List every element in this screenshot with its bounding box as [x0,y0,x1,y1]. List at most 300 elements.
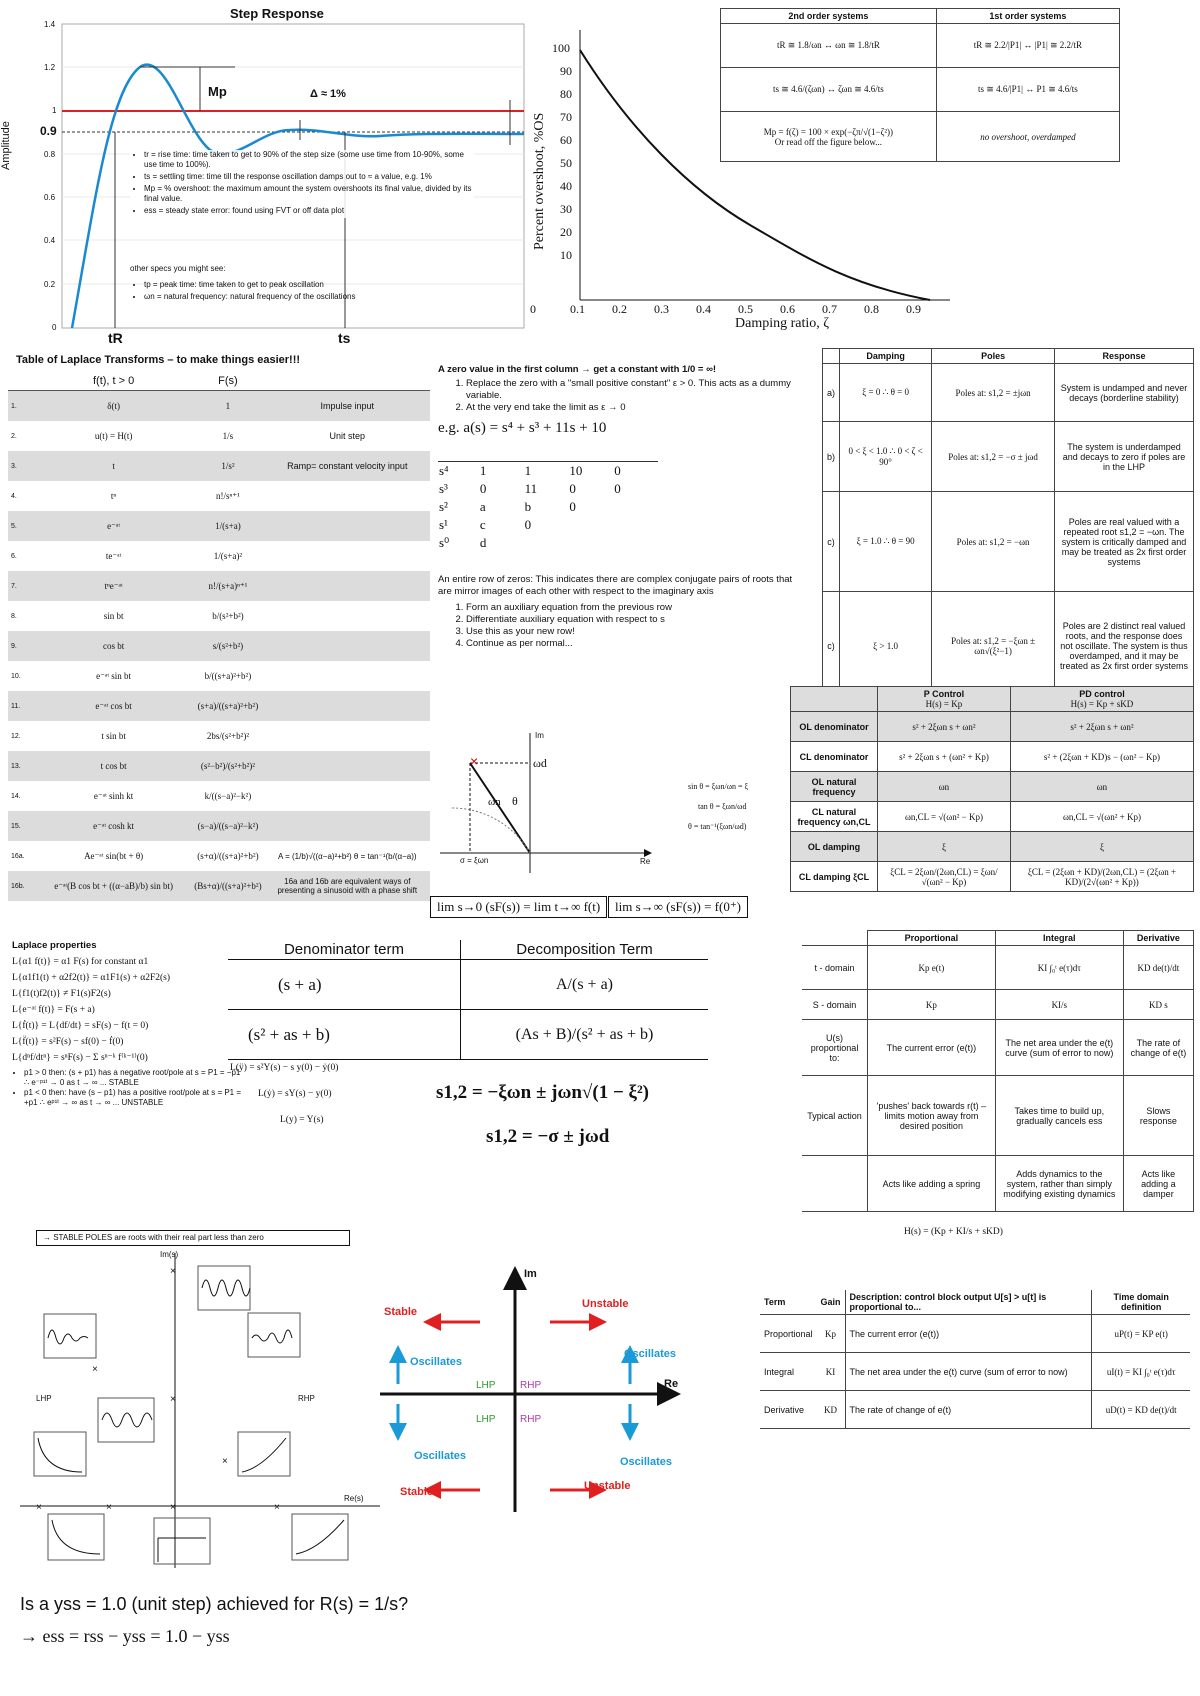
overshoot-ylabel: Percent overshoot, %OS [532,112,547,250]
pid-cell: Acts like adding a damper [1123,1156,1193,1212]
xtick: 0.4 [696,302,711,316]
row-num: 11. [8,691,36,721]
routh-cell: a [479,499,486,514]
time-function: δ(t) [36,391,191,422]
row-note [265,781,430,811]
pd-row [791,712,1194,742]
step-ytick: 1.2 [44,63,56,72]
stability-diagram [370,1262,690,1522]
overshoot-xlabel: Damping ratio, ζ [735,316,830,331]
p-value: ωn [878,772,1011,802]
hPD: PD control [1079,689,1125,699]
damping-id: c) [823,492,840,592]
pid-h0 [802,931,868,946]
laplace-body [8,391,430,902]
row-num: 10. [11,672,21,680]
time-function: e⁻ᵃᵗ(B cos bt + ((α−aB)/b) sin bt) [36,871,191,901]
row-num: 4. [11,492,17,500]
s-function: b/((s+a)²+b²) [204,671,252,681]
row-note [265,751,430,781]
stab-im: Im [524,1268,537,1280]
phasor-f3: θ = tan⁻¹(ξωn/ωd) [688,822,747,831]
routh-cell: s² [439,499,448,514]
step-title: Step Response [230,6,324,21]
pid-cell [802,1156,868,1212]
terms-row [760,1391,1190,1429]
laplace-row [8,751,430,781]
row-num: 9. [8,631,36,661]
ts-1st: ts ≅ 4.6/|P1| ↔ P1 ≅ 4.6/ts [936,68,1119,112]
svg-text:×: × [274,1502,280,1513]
pid-row [802,946,1194,990]
props-line: L{f1(t)f2(t)} ≠ F1(s)F2(s) [12,989,111,999]
row-note [265,541,430,571]
pd-label: OL damping [791,832,878,862]
laplace-row [8,511,430,541]
terms-cell: Integral [760,1353,817,1391]
row-num: 13. [8,751,36,781]
pole-map-im: Im(s) [160,1250,179,1259]
pd-value: ωn,CL = √(ωn² + Kp) [1010,802,1193,832]
p-value: ξCL = 2ξωn/(2ωn,CL) = ξωn/√(ωn² − Kp) [878,862,1011,892]
pd-value: s² + 2ξωn s + ωn² [1010,712,1193,742]
pd-row [791,742,1194,772]
svg-text:×: × [470,753,479,769]
svg-text:×: × [170,1266,176,1277]
laplace-row [8,481,430,511]
damping-cond: ξ = 0 ∴ θ = 0 [840,364,932,422]
phasor-theta: θ [512,794,518,808]
ytick: 80 [560,87,572,101]
terms-cell: The current error (e(t)) [845,1315,1092,1353]
routh-cell [613,516,658,534]
decomp-r1b: A/(s + a) [555,975,613,993]
terms-row [760,1353,1190,1391]
time-function: e⁻ᵃᵗ sinh kt [93,790,134,801]
time-function: tⁿe⁻ᵃᵗ [36,571,191,601]
deriv-3: L(y) = Y(s) [280,1115,324,1125]
pid-h1: Proportional [868,931,996,946]
mp-formula: Mp = f(ζ) = 100 × exp(−ζπ/√(1−ζ²)) [763,126,894,137]
laplace-table [8,372,430,901]
row-num: 3. [8,451,36,481]
laplace-row [8,421,430,451]
ytick: 60 [560,133,572,147]
laplace-row [8,391,430,422]
poles-note: → STABLE POLES are roots with their real part less than zero [36,1230,350,1246]
zero-step: 4. Continue as per normal... [466,638,798,650]
zero-step: 3. Use this as your new row! [466,626,798,638]
damping-id: b) [823,422,840,492]
h-response: Response [1055,349,1194,364]
terms-cell: KI [817,1353,846,1391]
pid-cell: S - domain [802,990,868,1020]
step-ytick: 0 [52,323,57,332]
damping-id: c) [823,592,840,700]
damping-row [823,364,1194,422]
pole-formula-1: s1,2 = −ξωn ± jωn√(1 − ξ²) [436,1082,650,1103]
routh-cell: 11 [524,481,538,496]
decomp-r2a: (s² + as + b) [228,1010,461,1060]
hPD2: H(s) = Kp + sKD [1070,699,1134,709]
damping-row [823,422,1194,492]
step-ytick: 0.4 [44,236,56,245]
svg-text:×: × [170,1394,176,1405]
stab-osc-tr: Oscillates [624,1348,676,1360]
routh-example: e.g. a(s) = s⁴ + s³ + 11s + 10 [438,420,607,436]
phasor-diagram [430,728,800,878]
limit-fvt: lim s→0 (sF(s)) = lim t→∞ f(t) [430,896,607,918]
svg-text:×: × [92,1364,98,1375]
stab-re: Re [664,1378,679,1390]
h-f: f(t), t > 0 [36,372,191,391]
time-function: e⁻ᵃᵗ sin bt [96,670,132,681]
pd-row [791,772,1194,802]
routh-cell: 0 [569,481,576,496]
pd-label: OL natural frequency [791,772,878,802]
step-ylabel: Amplitude [0,121,12,170]
props-line: L{α1f1(t) + α2f2(t)} = α1F1(s) + α2F2(s) [12,973,171,983]
delta-label: Δ ≈ 1% [310,88,346,100]
time-function: u(t) = H(t) [94,431,133,441]
stab-unstable-top: Unstable [582,1298,629,1310]
p-value: s² + 2ξωn s + (ωn² + Kp) [878,742,1011,772]
routh-cell: 1 [479,463,487,478]
routh-array [438,461,658,552]
tr-1st: tR ≅ 2.2/|P1| ↔ |P1| ≅ 2.2/tR [936,24,1119,68]
svg-text:×: × [106,1502,112,1513]
row-note [265,571,430,601]
pd-row [791,802,1194,832]
step-response-figure [0,0,530,360]
decomp-h2: Decomposition Term [516,941,653,958]
time-function: t [36,451,191,481]
s-function: (s+a)/((s+a)²+b²) [191,691,264,721]
pd-label: CL damping ξCL [791,862,878,892]
pid-cell: Slows response [1123,1076,1193,1156]
xtick: 0.6 [780,302,795,316]
routh-cell: b [524,499,532,514]
routh-cell [568,516,613,534]
terms-cell: The rate of change of e(t) [845,1391,1092,1429]
s-function: s/(s²+b²) [191,631,264,661]
phasor-f1: sin θ = ξωn/ωn = ξ [688,782,749,791]
pole-map-rhp: RHP [298,1394,315,1403]
pid-hs: H(s) = (Kp + KI/s + sKD) [904,1227,1003,1237]
decomp-r1a: (s + a) [228,960,461,1010]
stab-osc-bl: Oscillates [414,1450,466,1462]
routh-cell [568,534,613,552]
laplace-row [8,541,430,571]
step-bullets2 [130,280,474,304]
terms-cell: Kp [817,1315,846,1353]
pd-label: CL natural frequency ωn,CL [791,802,878,832]
pd-row [791,832,1194,862]
s-function: 1 [191,391,264,422]
row-note: Ramp= constant velocity input [265,451,430,481]
laplace-row [8,451,430,481]
decomp-r2b: (As + B)/(s² + as + b) [515,1025,654,1043]
row-note: Unit step [329,431,366,441]
phasor-f2: tan θ = ξωn/ωd [698,802,747,811]
routh-cell: s⁰ [439,535,450,550]
svg-text:×: × [170,1502,176,1513]
routh-cell: c [479,517,486,532]
s-function: (s−a)/((s−a)²−k²) [191,811,264,841]
pid-cell: 'pushes' back towards r(t) – limits motion away from desired position [868,1076,996,1156]
s-function: b/(s²+b²) [212,611,244,621]
laplace-row [8,811,430,841]
damping-poles: Poles at: s1,2 = −σ ± jωd [932,422,1055,492]
routh-cell: s³ [439,481,448,496]
row-num: 8. [11,612,17,620]
pid-cell: The net area under the e(t) curve (sum of error to now) [995,1020,1123,1076]
pid-cell: Adds dynamics to the system, rather than simply modifying existing dynamics [995,1156,1123,1212]
bullet: • Mp = % overshoot: the maximum amount the system overshoots its final value, divided by its final value. [144,184,474,204]
damping-resp: System is undamped and never decays (borderline stability) [1055,364,1194,422]
pd-value: ξ [1010,832,1193,862]
routh-section [438,364,798,654]
row-num: 1. [8,391,36,422]
pd-value: s² + (2ξωn + KD)s − (ωn² − Kp) [1010,742,1193,772]
damping-resp: The system is underdamped and decays to zero if poles are in the LHP [1055,422,1194,492]
terms-cell: Proportional [760,1315,817,1353]
terms-row [760,1315,1190,1353]
props-lines [12,956,242,1064]
time-function: te⁻ᵃᵗ [105,550,122,561]
pid-cell: KD de(t)/dt [1123,946,1193,990]
pid-cell: KD s [1123,990,1193,1020]
terms-cell: uP(t) = KP e(t) [1092,1315,1190,1353]
pid-row [802,1156,1194,1212]
mp-label: Mp [208,84,227,99]
s-function: 1/(s+a)² [213,551,243,561]
routh-cell [524,534,569,552]
hP2: H(s) = Kp [925,699,963,709]
phasor-re: Re [640,857,651,866]
terms-cell: uD(t) = KD de(t)/dt [1092,1391,1190,1429]
pole-map-re: Re(s) [344,1494,364,1503]
s-function: (s+α)/((s+a)²+b²) [197,851,259,861]
row-num: 16a. [11,852,25,860]
pid-row [802,990,1194,1020]
damping-row [823,592,1194,700]
phasor-im: Im [535,731,544,740]
pid-cell: Takes time to build up, gradually cancels ess [995,1076,1123,1156]
ytick: 40 [560,179,572,193]
stab-osc-br: Oscillates [620,1456,672,1468]
h1st: 1st order systems [936,9,1119,24]
terms-cell: KD [817,1391,846,1429]
laplace-row [8,571,430,601]
routh-cell: 1 [524,463,532,478]
step-ytick: 1 [52,106,57,115]
row-num: 16b. [8,871,36,901]
laplace-row [8,691,430,721]
zero-step: 2. Differentiate auxiliary equation with respect to s [466,614,798,626]
svg-text:×: × [36,1502,42,1513]
tr-2nd: tR ≅ 1.8/ωn ↔ ωn ≅ 1.8/tR [721,24,937,68]
row-num: 2. [11,432,17,440]
routh-row [438,534,658,552]
pid-h2: Integral [995,931,1123,946]
phasor-wd: ωd [533,756,547,770]
h-poles: Poles [932,349,1055,364]
pd-row [791,862,1194,892]
ytick: 70 [560,110,572,124]
stab-lhp-bot: LHP [476,1414,496,1425]
ts-label: ts [338,330,351,346]
props-title: Laplace properties [12,940,97,951]
pid-cell: Acts like adding a spring [868,1156,996,1212]
laplace-row [8,601,430,631]
routh-step: 2. At the very end take the limit as ε → 0 [466,402,798,414]
damping-table [822,348,1194,700]
row-note [265,811,430,841]
laplace-row [8,781,430,811]
ytick: 30 [560,202,572,216]
order-systems-table [720,8,1120,162]
pid-cell: Kp [868,990,996,1020]
decomp-h1: Denominator term [228,940,461,960]
phasor-wn: ωn [488,796,501,808]
p-value: ωn,CL = √(ωn² − Kp) [878,802,1011,832]
p-value: ξ [878,832,1011,862]
pid-row [802,1076,1194,1156]
s-function: 1/(s+a) [191,511,264,541]
routh-cell [613,498,658,516]
ytick: 90 [560,64,572,78]
time-function: cos bt [36,631,191,661]
routh-intro: A zero value in the first column → get a constant with 1/0 = ∞! [438,364,717,375]
row-num: 7. [8,571,36,601]
damping-poles: Poles at: s1,2 = −ωn [932,492,1055,592]
routh-cell: 0 [614,481,621,496]
time-function: e⁻ᵃᵗ cos bt [36,691,191,721]
tr-label: tR [108,330,123,346]
bullet: • ts = settling time: time till the response oscillation damps out to ≈ a value, e.g. 1% [144,172,474,182]
routh-cell: 10 [569,463,583,478]
limit-ivt: lim s→∞ (sF(s)) = f(0⁺) [608,896,748,918]
terms-h2: Description: control block output U[s] > u[t] is proportional to... [845,1290,1092,1315]
xtick: 0.9 [906,302,921,316]
routh-cell: 0 [614,463,621,478]
xtick: 0.2 [612,302,627,316]
pd-value: ωn [1010,772,1193,802]
routh-cell [613,534,658,552]
step-ytick: 0.2 [44,280,56,289]
damping-cond: 0 < ξ < 1.0 ∴ 0 < ζ < 90° [840,422,932,492]
damping-resp: Poles are real valued with a repeated root s1,2 = −ωn. The system is critically damped and may be treated as 2x first order systems [1055,492,1194,592]
h2nd: 2nd order systems [721,9,937,24]
laplace-row [8,871,430,901]
terms-h1: Gain [817,1290,846,1315]
step-ytick: 0.6 [44,193,56,202]
pd-value: ξCL = (2ξωn + KD)/(2ωn,CL) = (2ξωn + KD)/(2√(ωn² + Kp)) [1010,862,1193,892]
footer-answer: → ess = rss − yss = 1.0 − yss [20,1626,230,1646]
stab-osc-tl: Oscillates [410,1356,462,1368]
damping-poles: Poles at: s1,2 = ±jωn [932,364,1055,422]
row-num: 15. [8,811,36,841]
row-note [265,691,430,721]
row-note: 16a and 16b are equivalent ways of presenting a sinusoid with a phase shift [265,871,430,901]
pid-cell: The current error (e(t)) [868,1020,996,1076]
row-note: Impulse input [265,391,430,422]
row-note [265,511,430,541]
s-function: (Bs+α)/((s+a)²+b²) [191,871,264,901]
terms-h3: Time domain definition [1092,1290,1190,1315]
ytick: 20 [560,225,572,239]
laplace-props [12,940,242,1112]
hP: P Control [923,689,965,699]
step-ytick: 1.4 [44,20,56,29]
damping-poles: Poles at: s1,2 = −ξωn ± ωn√(ξ²−1) [932,592,1055,700]
xtick: 0.8 [864,302,879,316]
stab-lhp-top: LHP [476,1380,496,1391]
ytick: 10 [560,248,572,262]
row-note [265,721,430,751]
routh-cell: s⁴ [439,463,449,478]
bullet: • ωn = natural frequency: natural frequency of the oscillations [144,292,474,302]
other-specs: other specs you might see: [130,264,226,273]
terms-cell: Derivative [760,1391,817,1429]
row-num: 6. [11,552,17,560]
routh-row [438,480,658,498]
props-line: L{α1 f(t)} = α1 F(s) for constant α1 [12,957,149,967]
ytick: 100 [552,41,570,55]
xtick: 0.7 [822,302,837,316]
laplace-row [8,661,430,691]
routh-cell: s¹ [439,517,448,532]
row-note [265,601,430,631]
laplace-row [8,841,430,871]
decomp-table [228,940,708,1060]
s-function: k/((s−a)²−k²) [204,791,252,801]
stab-rhp-top: RHP [520,1380,542,1391]
pid-cell: t - domain [802,946,868,990]
props-line: L{ḟ(t)} = L{df/dt} = sF(s) − f(t = 0) [12,1021,149,1031]
pd-table [790,686,1194,892]
zero-step: 1. Form an auxiliary equation from the previous row [466,602,798,614]
routh-cell: 0 [569,499,576,514]
props-b2: • p1 < 0 then: have (s − p1) has a positive root/pole at s = P1 = +p1 ∴ eᵖ¹ᵗ → ∞ as t → ∞ ... UNSTABLE [24,1088,242,1108]
damping-cond: ξ > 1.0 [840,592,932,700]
pd-label: OL denominator [791,712,878,742]
xtick: 0 [530,302,536,316]
s-function: n!/(s+a)ⁿ⁺¹ [191,571,264,601]
s-function: (s²−b²)/(s²+b²)² [191,751,264,781]
pid-cell: U(s) proportional to: [802,1020,868,1076]
props-line: L{dⁿf/dtⁿ} = sⁿF(s) − Σ sⁿ⁻ᵏ f⁽ᵏ⁻¹⁾(0) [12,1053,148,1063]
stab-rhp-bot: RHP [520,1414,542,1425]
time-function: e⁻ᵃᵗ [36,511,191,541]
stab-stable-top: Stable [384,1306,418,1318]
pid-h3: Derivative [1123,931,1193,946]
xtick: 0.5 [738,302,753,316]
routh-cell: 0 [479,481,487,496]
routh-row [438,462,658,481]
row-note: A = (1/b)√((α−a)²+b²) θ = tan⁻¹(b/(α−a)) [278,851,417,861]
bullet: • tp = peak time: time taken to get to peak oscillation [144,280,474,290]
footer-question: Is a yss = 1.0 (unit step) achieved for R(s) = 1/s? [20,1594,409,1614]
time-function: sin bt [103,611,124,621]
damping-resp: Poles are 2 distinct real valued roots, and the response does not oscillate. The system is thus overdamped, and it may be treated as 2x first order systems [1055,592,1194,700]
terms-h0: Term [760,1290,817,1315]
row-note [265,631,430,661]
h-damping: Damping [840,349,932,364]
pid-table [802,930,1194,1212]
time-function: e⁻ᵃᵗ cosh kt [36,811,191,841]
